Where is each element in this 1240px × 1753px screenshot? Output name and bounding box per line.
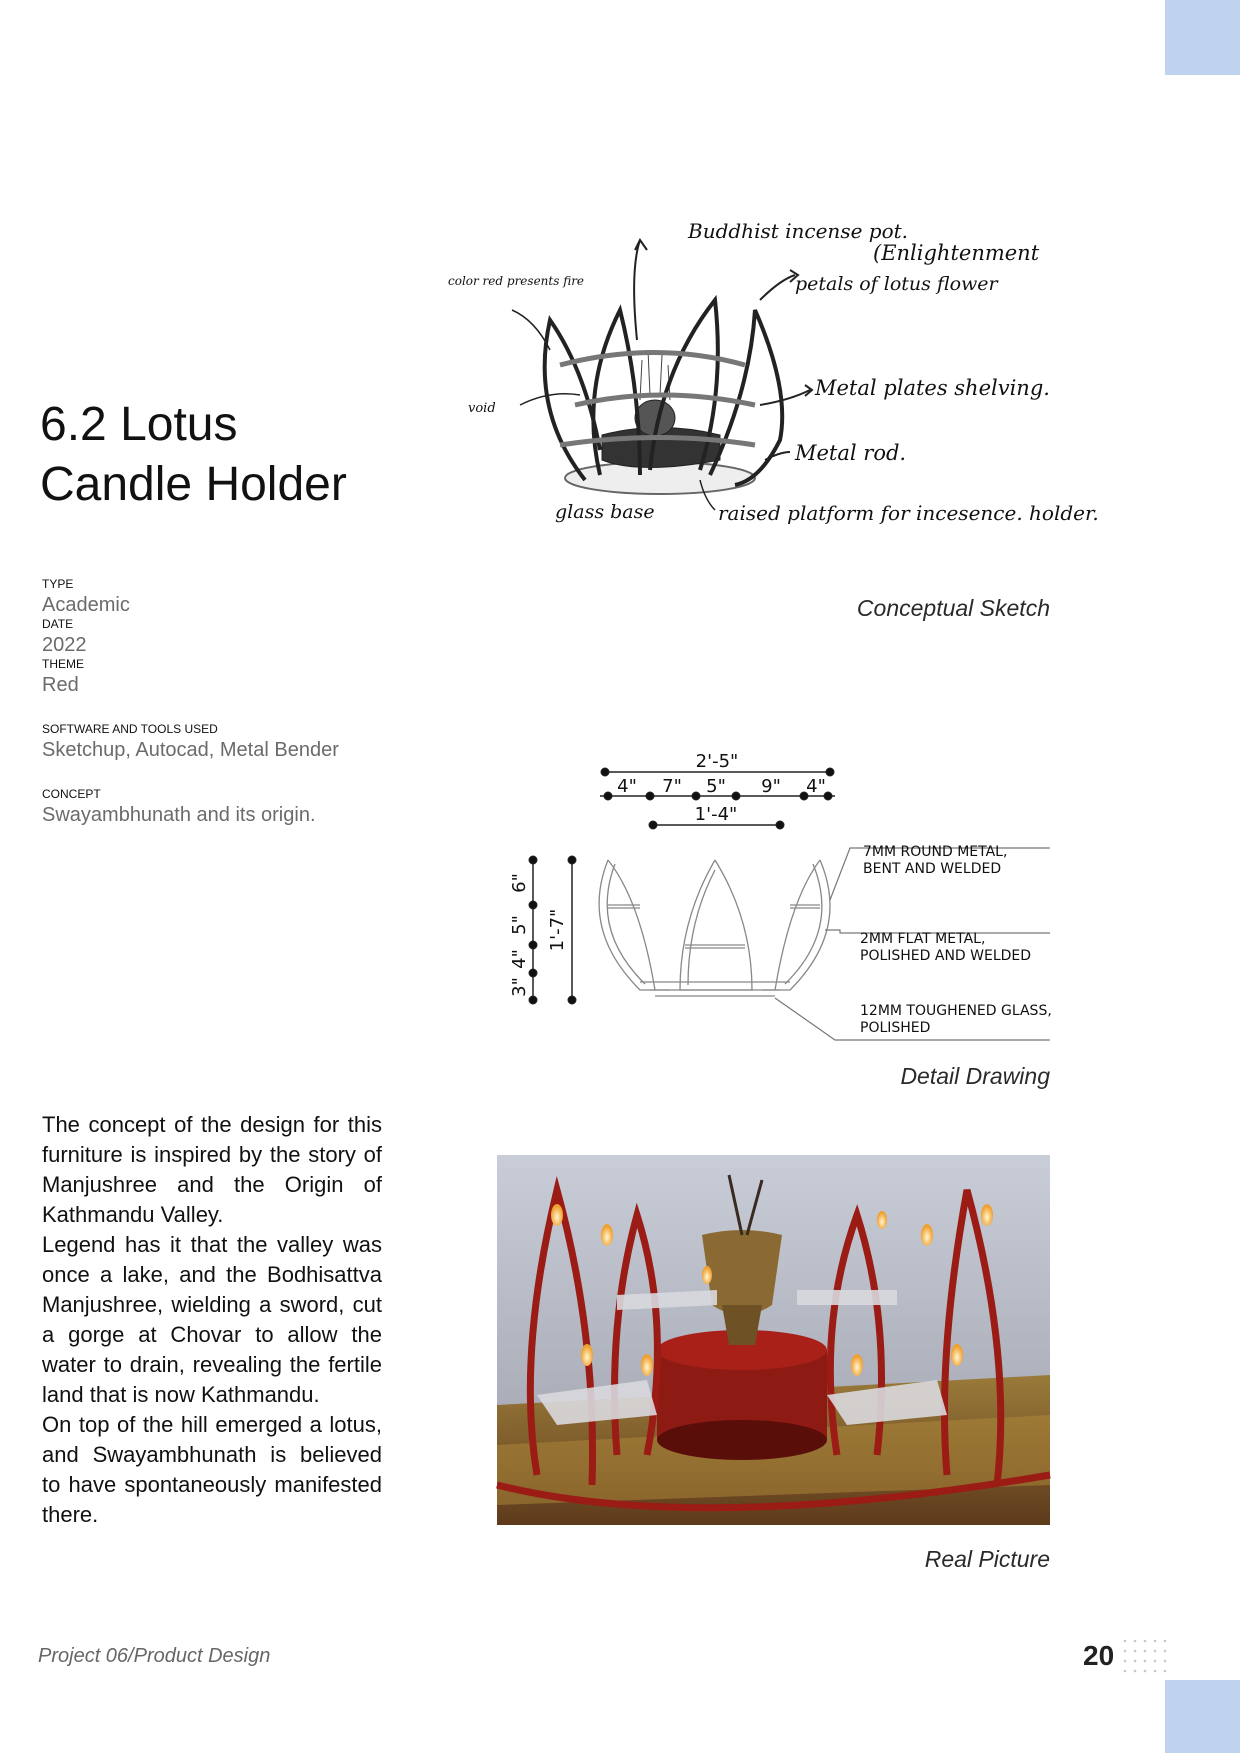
note-round-metal-1: 7MM ROUND METAL,: [863, 844, 1008, 860]
sketch-note-petals: petals of lotus flower: [795, 273, 998, 295]
dim-seg-a: 4": [617, 776, 637, 797]
paragraph-lotus: On top of the hill emerged a lotus, and Swayambhunath is believed to have spontaneously manifested there.: [42, 1412, 382, 1527]
dim-height-c: 4": [509, 949, 530, 969]
dim-seg-d: 9": [761, 776, 781, 797]
photo-caption: Real Picture: [924, 1546, 1050, 1572]
title-line-2: Candle Holder: [40, 458, 347, 511]
sketch-caption: Conceptual Sketch: [856, 595, 1050, 621]
dim-seg-b: 7": [662, 776, 682, 797]
note-glass-2: POLISHED: [860, 1020, 931, 1036]
theme-label: THEME: [42, 657, 84, 671]
sketch-note-enlightenment: (Enlightenment: [873, 241, 1040, 265]
title-line-1: 6.2 Lotus: [40, 398, 238, 451]
sketch-note-metal-rod: Metal rod.: [795, 441, 907, 465]
date-value: 2022: [42, 634, 87, 656]
page-number: 20: [1083, 1640, 1115, 1671]
concept-description: [42, 1110, 382, 1530]
dim-inner-width: 1'-4": [694, 804, 738, 825]
type-value: Academic: [42, 594, 130, 616]
sketch-note-glass-base: glass base: [555, 501, 655, 523]
corner-accent-top: [1165, 0, 1240, 75]
page-title: [40, 395, 440, 515]
conceptual-sketch: [448, 190, 1099, 560]
date-label: DATE: [42, 617, 74, 631]
sketch-note-void: void: [468, 401, 496, 416]
paragraph-origin: The concept of the design for this furniture is inspired by the story of Manjushree and the Origin of Kathmandu Valley.: [42, 1112, 382, 1227]
sketch-note-incense: Buddhist incense pot.: [688, 219, 909, 243]
note-round-metal-2: BENT AND WELDED: [863, 861, 1002, 877]
note-glass-1: 12MM TOUGHENED GLASS,: [860, 1003, 1052, 1019]
type-label: TYPE: [42, 577, 74, 591]
paragraph-legend: Legend has it that the valley was once a lake, and the Bodhisattva Manjushree, wielding a sword, cut a gorge at Chovar to allow the water to drain, revealing the fertile land that is now Kathmandu.: [42, 1232, 382, 1407]
sketch-note-color: color red presents fire: [448, 274, 585, 288]
sketch-note-metal-plates: Metal plates shelving.: [815, 376, 1050, 400]
real-picture: [497, 1155, 1050, 1525]
theme-value: Red: [42, 674, 79, 696]
dim-seg-c: 5": [706, 776, 726, 797]
dim-height-b: 5": [509, 915, 530, 935]
software-value: Sketchup, Autocad, Metal Bender: [42, 739, 339, 761]
dim-height-a: 6": [509, 873, 530, 893]
detail-caption: Detail Drawing: [900, 1063, 1050, 1089]
dot-grid-decoration: [1122, 1638, 1168, 1680]
dim-seg-e: 4": [806, 776, 826, 797]
note-flat-metal-1: 2MM FLAT METAL,: [860, 931, 986, 947]
software-label: SOFTWARE AND TOOLS USED: [42, 722, 218, 736]
sketch-note-platform: raised platform for incesence. holder.: [718, 501, 1099, 525]
concept-label: CONCEPT: [42, 787, 101, 801]
corner-accent-bottom: [1165, 1680, 1240, 1753]
dim-height-d: 3": [509, 977, 530, 997]
dim-height-total: 1'-7": [547, 908, 568, 952]
dim-overall-width: 2'-5": [695, 751, 739, 772]
footer-project: Project 06/Product Design: [38, 1645, 271, 1667]
concept-value: Swayambhunath and its origin.: [42, 804, 316, 826]
note-flat-metal-2: POLISHED AND WELDED: [860, 948, 1032, 964]
detail-drawing: [490, 750, 1050, 1040]
